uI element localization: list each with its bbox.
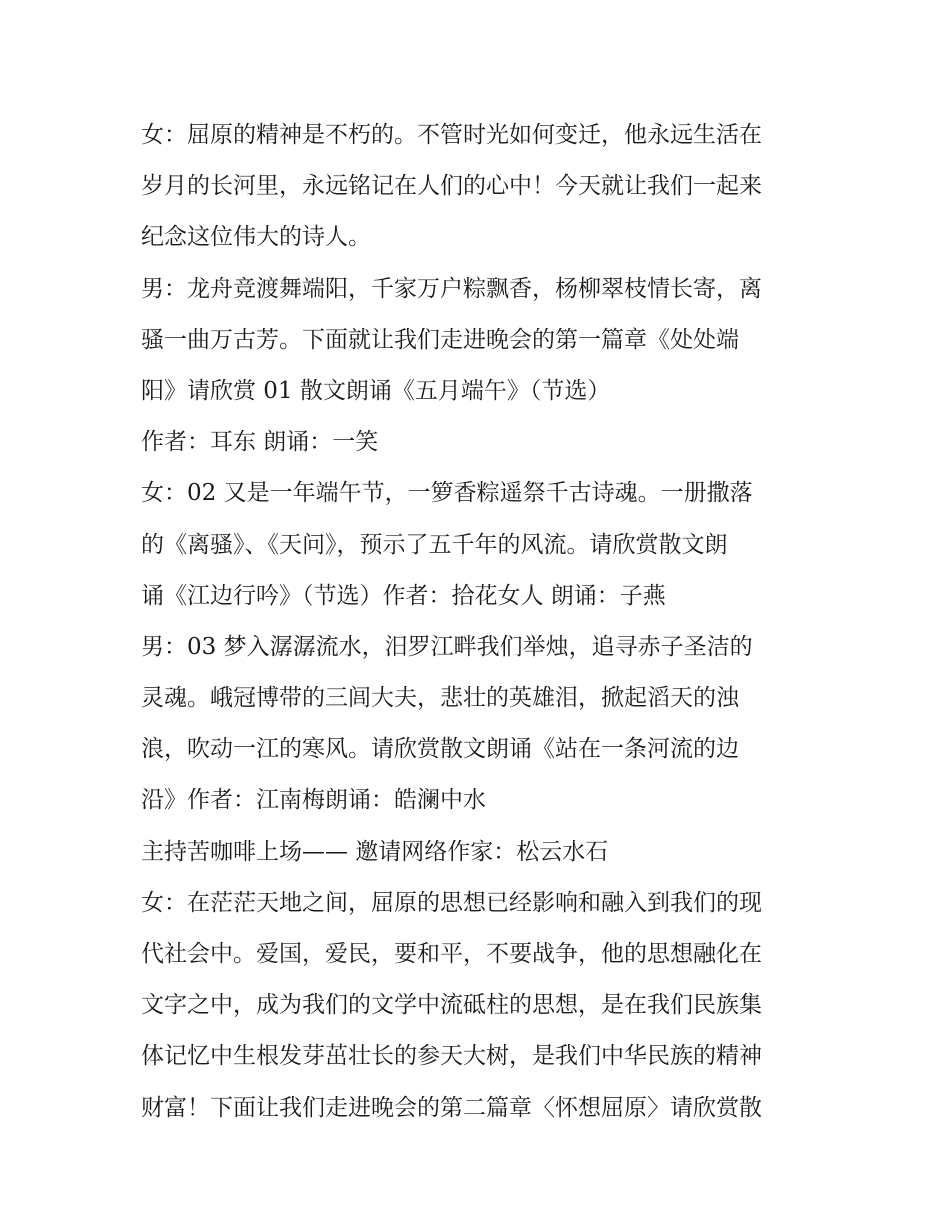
text-line: 灵魂。峨冠博带的三闾大夫，悲壮的英雄泪，掀起滔天的浊 bbox=[141, 685, 739, 712]
text-line: 骚一曲万古芳。下面就让我们走进晚会的第一篇章《处处端 bbox=[141, 326, 739, 353]
text-line: 阳》请欣赏 01 散文朗诵《五月端午》（节选） bbox=[141, 377, 611, 404]
text-line: 的《离骚》、《天问》，预示了五千年的风流。请欣赏散文朗 bbox=[141, 531, 728, 558]
text-line: 财富！下面让我们走进晚会的第二篇章〈怀想屈原〉请欣赏散 bbox=[141, 1094, 762, 1121]
text-line: 沿》作者：江南梅朗诵：皓澜中水 bbox=[141, 787, 486, 814]
text-line: 浪，吹动一江的寒风。请欣赏散文朗诵《站在一条河流的边 bbox=[141, 736, 739, 763]
text-line: 纪念这位伟大的诗人。 bbox=[141, 224, 371, 251]
text-line: 岁月的长河里，永远铭记在人们的心中！今天就让我们一起来 bbox=[141, 173, 762, 200]
text-line: 女：屈原的精神是不朽的。不管时光如何变迁，他永远生活在 bbox=[141, 122, 762, 148]
text-line: 女：在茫茫天地之间，屈原的思想已经影响和融入到我们的现 bbox=[141, 889, 762, 916]
text-line: 诵《江边行吟》（节选）作者：拾花女人 朗诵：子燕 bbox=[141, 582, 666, 609]
text-line: 体记忆中生根发芽茁壮长的参天大树，是我们中华民族的精神 bbox=[141, 1043, 762, 1070]
text-line: 男：03 梦入潺潺流水，汨罗江畔我们举烛，追寻赤子圣洁的 bbox=[141, 633, 753, 660]
text-line: 代社会中。爱国，爱民，要和平，不要战争，他的思想融化在 bbox=[141, 941, 762, 967]
text-line: 文字之中，成为我们的文学中流砥柱的思想，是在我们民族集 bbox=[141, 992, 762, 1019]
text-line: 男：龙舟竞渡舞端阳，千家万户粽飘香，杨柳翠枝情长寄，离 bbox=[141, 275, 762, 302]
document-body bbox=[141, 110, 821, 1134]
text-line: 作者：耳东 朗诵：一笑 bbox=[141, 429, 379, 456]
text-line: 主持苦咖啡上场—— 邀请网络作家：松云水石 bbox=[141, 838, 609, 865]
text-line: 女：02 又是一年端午节，一箩香粽遥祭千古诗魂。一册撒落 bbox=[141, 480, 753, 507]
